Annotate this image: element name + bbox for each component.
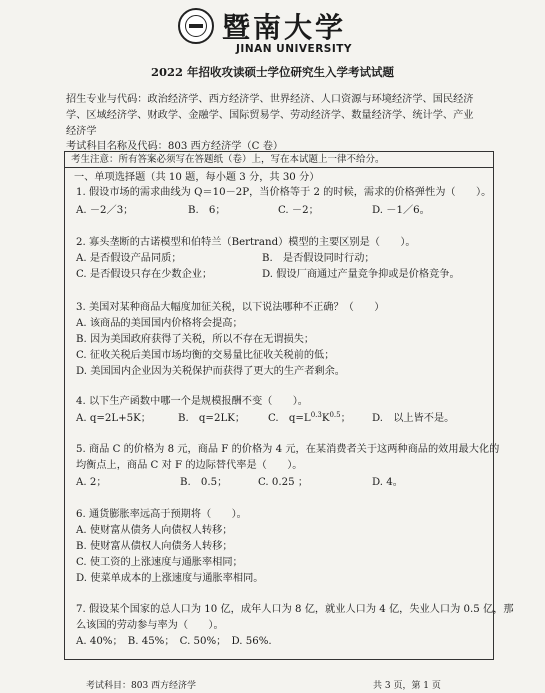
question-5-option-d: D. 4。: [372, 477, 403, 488]
question-3-option-d: D. 美国国内企业因为关税保护而获得了更大的生产者剩余。: [76, 366, 345, 377]
subject-line: 考试科目名称及代码：803 西方经济学（C 卷）: [66, 141, 284, 152]
question-1-stem: 1. 假设市场的需求曲线为 Q＝10－2P，当价格等于 2 的时候，需求的价格弹性为（ ）。: [76, 187, 492, 198]
question-6-option-d: D. 使菜单成本的上涨速度与通胀率相同。: [76, 573, 264, 584]
university-header: [0, 6, 545, 56]
question-1-option-c: C. －2；: [278, 205, 319, 216]
exam-title: 2022 年招收攻读硕士学位研究生入学考试试题: [150, 65, 394, 79]
question-5-stem-line-2: 均衡点上，商品 C 对 F 的边际替代率是（ ）。: [76, 460, 303, 471]
question-2-option-a: A. 是否假设产品同质；: [76, 253, 182, 264]
question-3-stem: 3. 美国对某种商品大幅度加征关税，以下说法哪种不正确？（ ）: [76, 302, 385, 313]
question-3-option-b: B. 因为美国政府获得了关税，所以不存在无谓损失；: [76, 334, 315, 345]
university-name-en: JINAN UNIVERSITY: [236, 43, 353, 55]
footer-page-count: 共 3 页，第 1 页: [373, 681, 441, 691]
question-2-stem: 2. 寡头垄断的古诺模型和伯特兰（Bertrand）模型的主要区别是（ ）。: [76, 237, 416, 248]
question-2-option-c: C. 是否假设只存在少数企业；: [76, 269, 213, 280]
question-7-stem-line-1: 7. 假设某个国家的总人口为 10 亿，成年人口为 8 亿，就业人口为 4 亿，失业人口为 0.5 亿，那: [76, 604, 514, 615]
question-5-option-a: A. 2；: [76, 477, 107, 488]
question-4-option-c: C. $q=L^{0.3}K^{0.5}$；: [268, 411, 351, 424]
question-7-options: A. 40%； B. 45%； C. 50%； D. 56%.: [76, 636, 272, 647]
question-1-option-d: D. －1／6。: [372, 205, 430, 216]
section-heading: 一、单项选择题（共 10 题，每小题 3 分，共 30 分）: [74, 172, 320, 183]
question-7-stem-line-2: 么该国的劳动参与率为（ ）。: [76, 620, 224, 631]
question-5-stem-line-1: 5. 商品 C 的价格为 8 元，商品 F 的价格为 4 元，在某消费者关于这两种商品的效用最大化的: [76, 444, 500, 455]
question-6-option-a: A. 使财富从债务人向债权人转移；: [76, 525, 233, 536]
question-1-option-a: A. －2／3；: [76, 205, 134, 216]
question-5-option-b: B. 0.5；: [180, 477, 228, 488]
question-3-option-c: C. 征收关税后美国市场均衡的交易量比征收关税前的低；: [76, 350, 335, 361]
question-6-option-b: B. 使财富从债权人向债务人转移；: [76, 541, 233, 552]
question-3-option-a: A. 该商品的美国国内价格将会提高；: [76, 318, 243, 329]
university-name-cn: 暨南大学: [222, 11, 347, 44]
question-4-option-a: A. q=2L+5K；: [76, 413, 151, 424]
question-1-option-b: B. 6；: [188, 205, 226, 216]
majors-line-2: 学、区域经济学、财政学、金融学、国际贸易学、劳动经济学、数量经济学、统计学、产业: [66, 110, 474, 121]
majors-line-1: 招生专业与代码：政治经济学、西方经济学、世界经济、人口资源与环境经济学、国民经济: [66, 94, 474, 105]
majors-line-3: 经济学: [66, 126, 97, 137]
question-6-option-c: C. 使工资的上涨速度与通胀率相同；: [76, 557, 243, 568]
question-2-option-b: B. 是否假设同时行动；: [262, 253, 375, 264]
candidate-notice: 考生注意：所有答案必须写在答题纸（卷）上，写在本试题上一律不给分。: [64, 151, 494, 168]
question-4-stem: 4. 以下生产函数中哪一个是规模报酬不变（ ）。: [76, 396, 308, 407]
question-4-option-b: B. q=2LK；: [178, 413, 246, 424]
university-seal-logo: [178, 8, 214, 44]
footer-subject: 考试科目：803 西方经济学: [86, 681, 197, 691]
question-2-option-d: D. 假设厂商通过产量竞争抑或是价格竞争。: [262, 269, 460, 280]
question-6-stem: 6. 通货膨胀率远高于预期将（ ）。: [76, 509, 247, 520]
question-5-option-c: C. 0.25 ；: [258, 477, 309, 488]
question-4-option-d: D. 以上皆不是。: [372, 413, 455, 424]
